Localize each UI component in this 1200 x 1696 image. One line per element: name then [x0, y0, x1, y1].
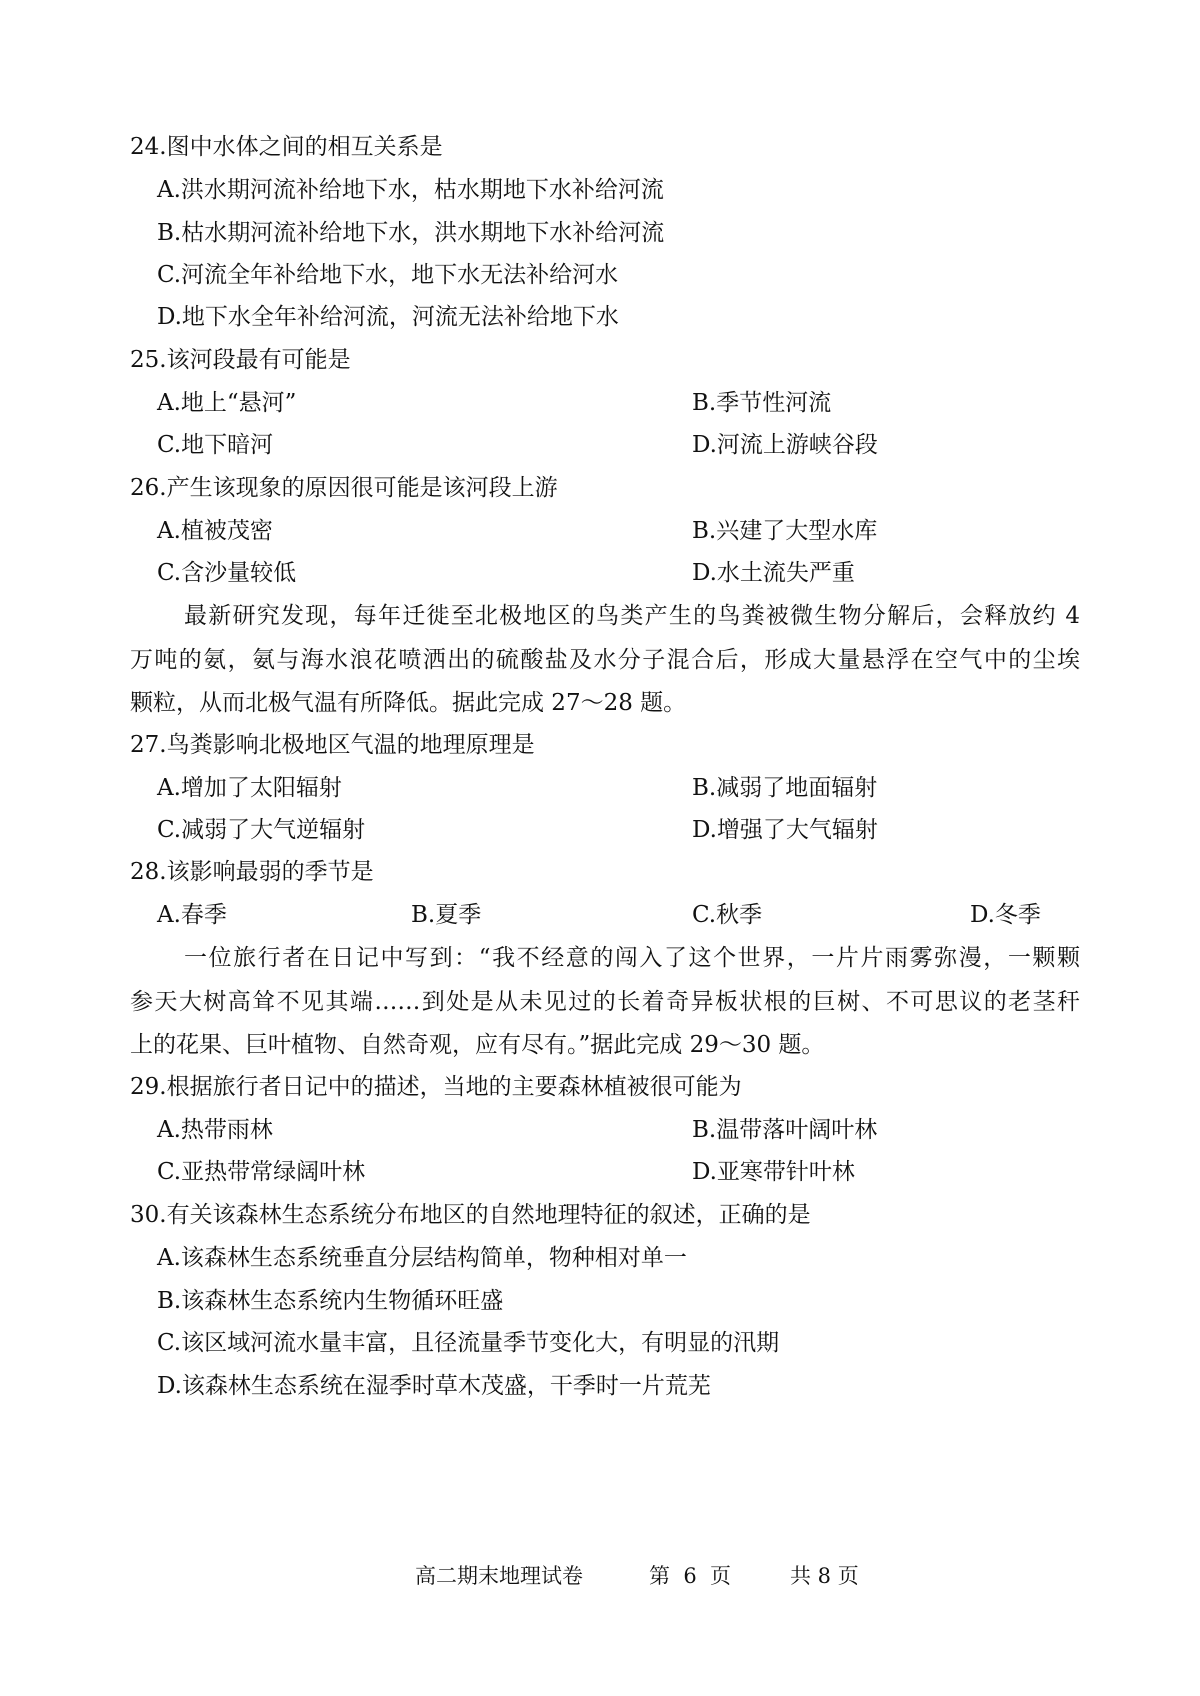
q26-option-c: C.含沙量较低 — [157, 560, 297, 586]
q26-stem: 26.产生该现象的原因很可能是该河段上游 — [130, 475, 558, 501]
footer-page-number: 第 6 页 — [649, 1564, 732, 1588]
q25-option-b: B.季节性河流 — [692, 390, 832, 416]
footer-exam-title: 高二期末地理试卷 — [415, 1564, 583, 1588]
q27-stem: 27.鸟粪影响北极地区气温的地理原理是 — [130, 732, 535, 758]
q28-option-b: B.夏季 — [411, 902, 482, 928]
q24-option-d: D.地下水全年补给河流，河流无法补给地下水 — [157, 304, 619, 330]
q29-option-b: B.温带落叶阔叶林 — [692, 1117, 878, 1143]
q30-option-c: C.该区域河流水量丰富，且径流量季节变化大，有明显的汛期 — [157, 1330, 780, 1356]
footer-total-pages: 共 8 页 — [790, 1564, 859, 1588]
q26-option-d: D.水土流失严重 — [692, 560, 855, 586]
q24-stem: 24.图中水体之间的相互关系是 — [130, 134, 443, 160]
q27-option-a: A.增加了太阳辐射 — [157, 775, 342, 801]
q26-option-b: B.兴建了大型水库 — [692, 518, 878, 544]
q30-stem: 30.有关该森林生态系统分布地区的自然地理特征的叙述，正确的是 — [130, 1202, 811, 1228]
passage1-line-3: 颗粒，从而北极气温有所降低。据此完成 27～28 题。 — [130, 690, 687, 716]
q30-option-a: A.该森林生态系统垂直分层结构简单，物种相对单一 — [157, 1245, 687, 1271]
q29-option-d: D.亚寒带针叶林 — [692, 1159, 855, 1185]
q27-option-d: D.增强了大气辐射 — [692, 817, 878, 843]
q24-option-b: B.枯水期河流补给地下水，洪水期地下水补给河流 — [157, 220, 665, 246]
q28-option-a: A.春季 — [157, 902, 227, 928]
q25-option-c: C.地下暗河 — [157, 432, 274, 458]
q29-stem: 29.根据旅行者日记中的描述，当地的主要森林植被很可能为 — [130, 1074, 742, 1100]
q28-stem: 28.该影响最弱的季节是 — [130, 859, 374, 885]
q29-option-c: C.亚热带常绿阔叶林 — [157, 1159, 366, 1185]
q25-option-a: A.地上“悬河” — [157, 390, 297, 416]
q28-option-c: C.秋季 — [692, 902, 763, 928]
passage1-line-1: 最新研究发现，每年迁徙至北极地区的鸟类产生的鸟粪被微生物分解后，会释放约 4 — [184, 603, 1080, 629]
q24-option-c: C.河流全年补给地下水，地下水无法补给河水 — [157, 262, 619, 288]
passage2-line-1: 一位旅行者在日记中写到：“我不经意的闯入了这个世界，一片片雨雾弥漫，一颗颗 — [184, 945, 1080, 971]
q25-stem: 25.该河段最有可能是 — [130, 347, 351, 373]
passage2-line-3: 上的花果、巨叶植物、自然奇观，应有尽有。”据此完成 29～30 题。 — [130, 1032, 825, 1058]
q28-option-d: D.冬季 — [970, 902, 1041, 928]
passage2-line-2: 参天大树高耸不见其端……到处是从未见过的长着奇异板状根的巨树、不可思议的老茎秆 — [130, 989, 1080, 1015]
q24-option-a: A.洪水期河流补给地下水，枯水期地下水补给河流 — [157, 177, 664, 203]
passage1-line-2: 万吨的氨，氨与海水浪花喷洒出的硫酸盐及水分子混合后，形成大量悬浮在空气中的尘埃 — [130, 647, 1080, 673]
q26-option-a: A.植被茂密 — [157, 518, 273, 544]
q27-option-b: B.减弱了地面辐射 — [692, 775, 878, 801]
q25-option-d: D.河流上游峡谷段 — [692, 432, 878, 458]
q30-option-b: B.该森林生态系统内生物循环旺盛 — [157, 1288, 504, 1314]
q29-option-a: A.热带雨林 — [157, 1117, 273, 1143]
q30-option-d: D.该森林生态系统在湿季时草木茂盛，干季时一片荒芜 — [157, 1373, 711, 1399]
q27-option-c: C.减弱了大气逆辐射 — [157, 817, 366, 843]
